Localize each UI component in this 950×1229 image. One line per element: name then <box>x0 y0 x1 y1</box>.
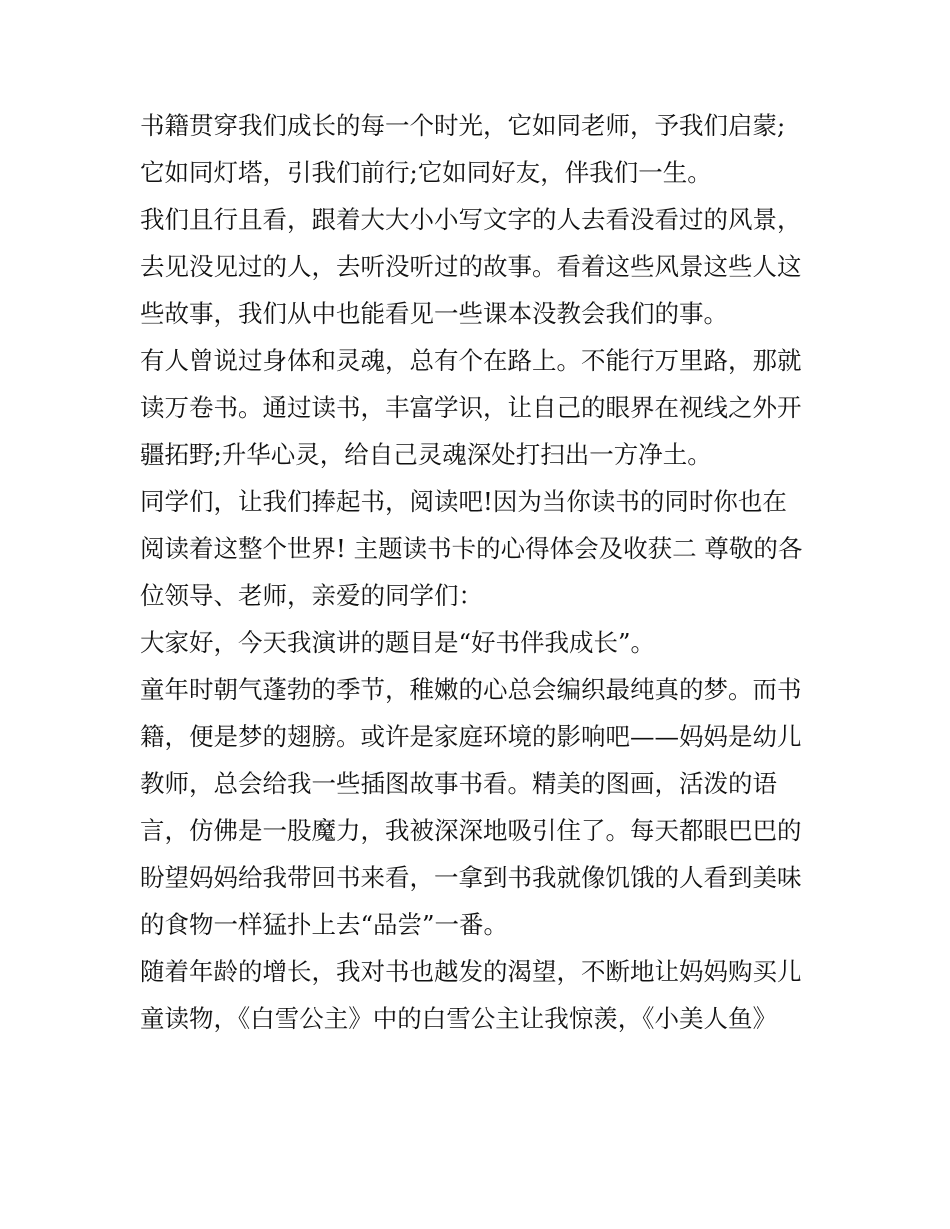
text-line: 些故事，我们从中也能看见一些课本没教会我们的事。 <box>140 299 728 328</box>
text-line: 位领导、老师，亲爱的同学们： <box>140 581 483 610</box>
text-line: 去见没见过的人，去听没听过的故事。看着这些风景这些人这 <box>140 252 802 281</box>
text-line: 童读物，《白雪公主》中的白雪公主让我惊羡，《小美人鱼》 <box>140 1004 777 1033</box>
text-line: 言，仿佛是一股魔力，我被深深地吸引住了。每天都眼巴巴的 <box>140 816 802 845</box>
text-line: 它如同灯塔，引我们前行;它如同好友，伴我们一生。 <box>140 158 712 187</box>
text-line: 的食物一样猛扑上去“品尝”一番。 <box>140 910 509 939</box>
text-line: 疆拓野;升华心灵，给自己灵魂深处打扫出一方净土。 <box>140 440 712 469</box>
body-text <box>140 102 820 1042</box>
text-line: 读万卷书。通过读书，丰富学识，让自己的眼界在视线之外开 <box>140 393 802 422</box>
text-line: 童年时朝气蓬勃的季节，稚嫩的心总会编织最纯真的梦。而书 <box>140 675 802 704</box>
text-line: 随着年龄的增长，我对书也越发的渴望，不断地让妈妈购买儿 <box>140 957 802 986</box>
text-line: 书籍贯穿我们成长的每一个时光，它如同老师，予我们启蒙; <box>140 111 786 140</box>
text-line: 大家好，今天我演讲的题目是“好书伴我成长”。 <box>140 628 656 657</box>
text-line: 我们且行且看，跟着大大小小写文字的人去看没看过的风景， <box>140 205 802 234</box>
text-line: 盼望妈妈给我带回书来看，一拿到书我就像饥饿的人看到美味 <box>140 863 802 892</box>
text-line: 籍，便是梦的翅膀。或许是家庭环境的影响吧——妈妈是幼儿 <box>140 722 802 751</box>
text-line: 阅读着这整个世界! 主题读书卡的心得体会及收获二 尊敬的各 <box>140 534 803 563</box>
text-line: 同学们，让我们捧起书，阅读吧!因为当你读书的同时你也在 <box>140 487 787 516</box>
text-line: 有人曾说过身体和灵魂，总有个在路上。不能行万里路，那就 <box>140 346 802 375</box>
text-line: 教师，总会给我一些插图故事书看。精美的图画，活泼的语 <box>140 769 777 798</box>
